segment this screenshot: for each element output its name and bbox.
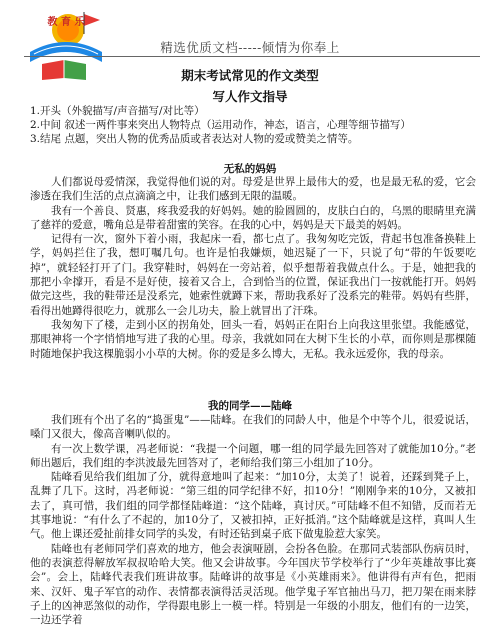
essay-body <box>30 175 476 361</box>
header-divider <box>24 56 480 57</box>
essay-body <box>30 413 476 627</box>
svg-text:教 育 乐: 教 育 乐 <box>47 17 85 28</box>
paragraph: 陆峰也有老师同学们喜欢的地方，他会表演哑剧，会扮各色脸。在那同式装部队伤病员时，他的表演惹得解放军叔叔哈哈大笑。他又会讲故事。今年国庆节学校举行了“少年英雄故事比赛会”。会上，陆峰代表我们班讲故事。陆峰讲的故事是《小英雄雨来》。他讲得有声有色，把雨来、汉奸、鬼子军官的动作、表情都表演得活灵活现。他学鬼子军官抽出马刀，把刀架在雨来脖子上的凶神恶煞似的动作，学得跟电影上一模一样。特别是一年级的小朋友，他们有的一边笑，一边还学着 <box>30 542 476 627</box>
paragraph: 陆峰看见给我们组加了分，就得意地叫了起来：“加10分，太美了！说着，还踩到凳子上，乱舞了几下。这时，冯老师说：“第三组的同学纪律不好，扣10分！”刚刚争来的10分，又被扣去了，真可惜，我们组的同学都怪陆峰道：“这个陆峰，真讨厌。”可陆峰不但不知错，反而若无其事地说：“有什么了不起的，加10分了，又被扣掉，正好抵消。”这个陆峰就是这样，真叫人生气。他上课还爱扯前排女同学的头发，有时还钻到桌子底下做鬼脸惹大家笑。 <box>30 471 476 541</box>
paragraph: 我有一个善良、贤惠，疼我爱我的好妈妈。她的脸圆圆的，皮肤白白的，乌黑的眼睛里充满了慈祥的爱意，嘴角总是带着甜蜜的笑容。在我的心中，妈妈是天下最美的妈妈。 <box>30 204 476 231</box>
header-watermark: 精选优质文档-----倾情为你奉上 <box>160 40 340 55</box>
paragraph: 我们班有个出了名的“捣蛋鬼”——陆峰。在我们的同龄人中，他是个中等个儿，很爱说话，嗓门又很大，像高音喇叭似的。 <box>30 414 476 441</box>
essay-title: 我的同学——陆峰 <box>208 400 292 412</box>
outline-item: 1.开头（外貌描写/声音描写/对比等） <box>30 105 205 117</box>
doc-title: 期末考试常见的作文类型 <box>181 68 319 83</box>
outline-list <box>30 104 470 146</box>
paragraph: 有一次上数学课，冯老师说：“我提一个问题，哪一组的同学最先回答对了就能加10分。”老师出题后，我们组的李洪波最先回答对了，老师给我们第三小组加了10分。 <box>30 442 476 469</box>
outline-item: 3.结尾 点题，突出人物的优秀品质或者表达对人物的爱或赞美之情等。 <box>30 133 359 145</box>
paragraph: 人们都说母爱情深，我觉得他们说的对。母爱是世界上最伟大的爱，也是最无私的爱，它会渗透在我们生活的点点滴滴之中，让我们感到无限的温暖。 <box>30 176 476 203</box>
doc-subtitle: 写人作文指导 <box>212 89 288 104</box>
essay-title: 无私的妈妈 <box>223 163 277 175</box>
paragraph: 我匆匆下了楼，走到小区的拐角处，回头一看，妈妈正在阳台上向我这里张望。我能感觉，那眼神将一个字悄悄地写进了我的心里。母亲，我就如同在大树下生长的小草，而你则是那棵随时随地保护我这棵脆弱小小草的大树。你的爱是多么博大，无私。我永远爱你，我的母亲。 <box>30 318 476 360</box>
paragraph: 记得有一次，窗外下着小雨，我起床一看，都七点了。我匆匆吃完饭，背起书包准备换鞋上学，妈妈拦住了我，想叮嘱几句。也许是怕我嫌烦，她迟疑了一下，只说了句“带的午饭要吃掉”，就轻轻打开了门。我穿鞋时，妈妈在一旁站着，似乎想帮着我做点什么。于是，她把我的那把小伞撑开，看是不是好使，接着又合上，合到恰当的位置，保证我出门一按就能打开。妈妈做完这些，我的鞋带还是没系完，她索性就蹲下来，帮助我系好了没系完的鞋带。妈妈有些胖，看得出她蹲得很吃力，就那么一会儿功夫，脸上就冒出了汗珠。 <box>30 233 476 317</box>
outline-item: 2.中间 叙述一两件事来突出人物特点（运用动作，神态，语言，心理等细节描写） <box>30 119 411 131</box>
